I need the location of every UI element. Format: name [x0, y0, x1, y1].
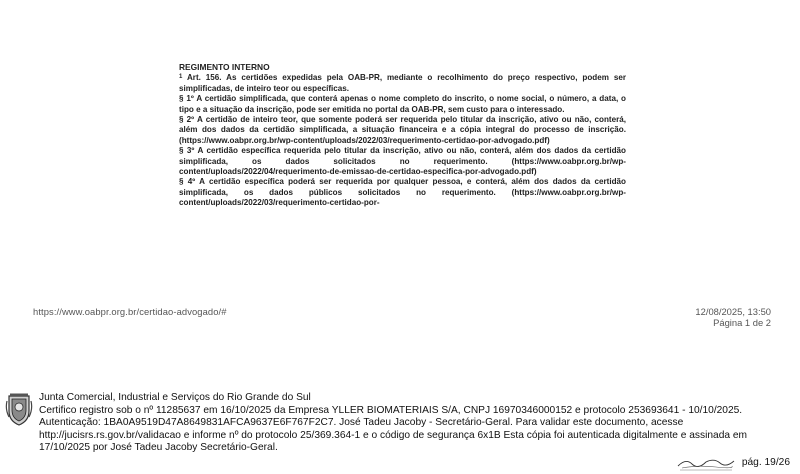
authentication-org-name: Junta Comercial, Industrial e Serviços do Rio Grande do Sul — [39, 392, 311, 403]
print-footer-meta — [695, 306, 771, 328]
art-156-paragraph — [179, 73, 626, 94]
signature-icon — [676, 454, 736, 472]
art-156-text: Art. 156. As certidões expedidas pela OAB-PR, mediante o recolhimento do preço respectivo, podem ser simplificadas, de inteiro teor ou específicas. — [179, 73, 626, 93]
footnote-marker: 1 — [179, 74, 183, 81]
authentication-block — [39, 392, 799, 455]
print-footer-url: https://www.oabpr.org.br/certidao-advogado/# — [33, 306, 227, 317]
print-page-of: Página 1 de 2 — [713, 317, 771, 328]
print-datetime: 12/08/2025, 13:50 — [695, 306, 771, 317]
scanned-regimento-excerpt — [179, 62, 626, 209]
paragraph-2: § 2º A certidão de inteiro teor, que somente poderá ser requerida pelo titular da inscrição, ativo ou não, conterá, além dos dados da certidão simplificada, a situação financeira e a cópia integral do processo de inscrição. (https://www.oabpr.org.br/wp-content/uploads/2022/03/requerimento-certidao-por-advogado.pdf) — [179, 115, 626, 145]
paragraph-4: § 4º A certidão específica poderá ser requerida por qualquer pessoa, e conterá, além dos dados da certidão simplificada, os dados públicos solicitados no requerimento. (https://www.oabpr.org.br/wp-content/uploads/2022/03/requerimento-certidao-por- — [179, 177, 626, 208]
authentication-certificate-text: Certifico registro sob o nº 11285637 em 16/10/2025 da Empresa YLLER BIOMATERIAIS S/A, CNPJ 16970346000152 e protocolo 253693641 - 10/10/2025. Autenticação: 1BA0A9519D47A8649831AFCA9637E6F767F2C7. José Tadeu Jacoby - Secretário-Geral. Para validar este documento, acesse http://jucisrs.rs.gov.br/validacao e informe nº do protocolo 25/369.364-1 e o código de segurança 6x1B Esta cópia foi autenticada digitalmente e assinada em 17/10/2025 por José Tadeu Jacoby Secretário-Geral. — [39, 404, 748, 454]
regimento-heading: REGIMENTO INTERNO — [179, 62, 270, 72]
page-number: pág. 19/26 — [741, 457, 790, 468]
paragraph-3: § 3º A certidão específica requerida pelo titular da inscrição, ativo ou não, conterá, além dos dados da certidão simplificada, os dados solicitados no requerimento. (https://www.oabpr.org.br/wp-content/uploads/2022/04/requerimento-de-emissao-de-certidao-especifica-por-advogado.pdf) — [179, 146, 626, 177]
state-coat-of-arms-icon — [5, 393, 33, 427]
paragraph-1: § 1º A certidão simplificada, que conterá apenas o nome completo do inscrito, o nome social, o número, a data, o tipo e a situação da inscrição, pode ser emitida no portal da OAB-PR, sem custo para o interessado. — [179, 94, 626, 114]
